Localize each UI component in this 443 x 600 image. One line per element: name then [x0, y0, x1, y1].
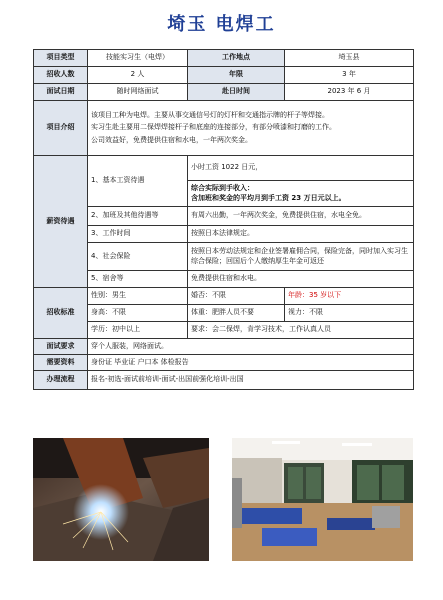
recruit-height: 身高：不限: [88, 305, 188, 322]
welding-photo: [33, 438, 209, 561]
pay-item-4: 4、社会保险: [88, 243, 188, 271]
row-recruit-3: [34, 322, 414, 339]
row-project-intro: [34, 101, 414, 156]
value-interview-date: 随时网络面试: [88, 84, 188, 101]
row-work-hours: [34, 226, 414, 243]
recruit-weight: 体重：肥胖人员不要: [188, 305, 285, 322]
label-project-type: 项目类型: [34, 50, 88, 67]
recruit-gender: 性别：男生: [88, 288, 188, 305]
recruit-vision: 视力：不限: [285, 305, 414, 322]
pay-item-2: 2、加班及其他待遇等: [88, 207, 188, 226]
dorm-photo: [232, 438, 413, 561]
label-departure: 赴日时间: [188, 84, 285, 101]
row-docs: [34, 355, 414, 371]
value-work-location: 埼玉县: [285, 50, 414, 67]
row-insurance: [34, 243, 414, 271]
comp-income-detail: 含加班和奖金的平均月到手工资 23 万日元以上。: [191, 193, 346, 202]
intro-paragraph-2: 实习生赴主要用二保焊焊接杆子和底座的连接部分，有部分喷漆和打磨的工作。: [91, 123, 336, 132]
row-overtime: [34, 207, 414, 226]
recruit-require: 要求：会二保焊，肯学习技术，工作认真人员: [188, 322, 414, 339]
value-term: 3 年: [285, 67, 414, 84]
label-recruit-count: 招收人数: [34, 67, 88, 84]
row-recruit-count: [34, 67, 414, 84]
label-interview-req: 面试要求: [34, 339, 88, 355]
pay-value-5: 免费提供住宿和水电。: [188, 271, 414, 288]
row-project-type: [34, 50, 414, 67]
job-info-table: [33, 49, 414, 390]
row-interview-req: [34, 339, 414, 355]
row-dorm: [34, 271, 414, 288]
value-interview-req: 穿个人服装，网络面试。: [88, 339, 414, 355]
hourly-wage: 小时工资 1022 日元，: [188, 156, 414, 181]
recruit-marriage: 婚否：不限: [188, 288, 285, 305]
comp-income: [188, 181, 414, 207]
pay-item-1: 1、基本工资待遇: [88, 156, 188, 207]
label-project-intro: 项目介绍: [34, 101, 88, 156]
label-docs: 需要资料: [34, 355, 88, 371]
intro-paragraph-1: 该项目工种为电焊。主要从事交通信号灯的灯杆和交通指示牌的杆子等焊接。: [91, 110, 329, 119]
value-project-intro: [88, 101, 414, 156]
label-interview-date: 面试日期: [34, 84, 88, 101]
label-term: 年限: [188, 67, 285, 84]
row-process: [34, 371, 414, 390]
row-recruit-2: [34, 305, 414, 322]
row-recruit-1: [34, 288, 414, 305]
pay-item-5: 5、宿舍等: [88, 271, 188, 288]
page-title: 埼玉 电焊工: [167, 14, 276, 35]
recruit-education: 学历：初中以上: [88, 322, 188, 339]
pay-value-2: 有周六出勤，一年两次奖金，免费提供住宿，水电全免。: [188, 207, 414, 226]
value-departure: 2023 年 6 月: [285, 84, 414, 101]
pay-value-4: 按照日本劳动法规定和企业签署雇佣合同，保险完备，同时加入实习生综合保险；回国后个人缴纳厚生年金可返还: [188, 243, 414, 271]
pay-item-3: 3、工作时间: [88, 226, 188, 243]
value-project-type: 技能实习生（电焊）: [88, 50, 188, 67]
value-docs: 身份证 毕业证 户口本 体检报告: [88, 355, 414, 371]
row-interview-date: [34, 84, 414, 101]
recruit-age: 年龄：35 岁以下: [285, 288, 414, 305]
label-pay: 薪资待遇: [34, 156, 88, 288]
value-process: 报名-初选-面试前培训-面试-出国前强化培训-出国: [88, 371, 414, 390]
label-work-location: 工作地点: [188, 50, 285, 67]
intro-paragraph-3: 公司效益好，免费提供住宿和水电，一年两次奖金。: [91, 135, 252, 144]
pay-value-3: 按照日本法律规定。: [188, 226, 414, 243]
row-base-pay: [34, 156, 414, 181]
label-recruit-standard: 招收标准: [34, 288, 88, 339]
label-process: 办理流程: [34, 371, 88, 390]
value-recruit-count: 2 人: [88, 67, 188, 84]
comp-income-title: 综合实际到手收入：: [191, 184, 254, 193]
